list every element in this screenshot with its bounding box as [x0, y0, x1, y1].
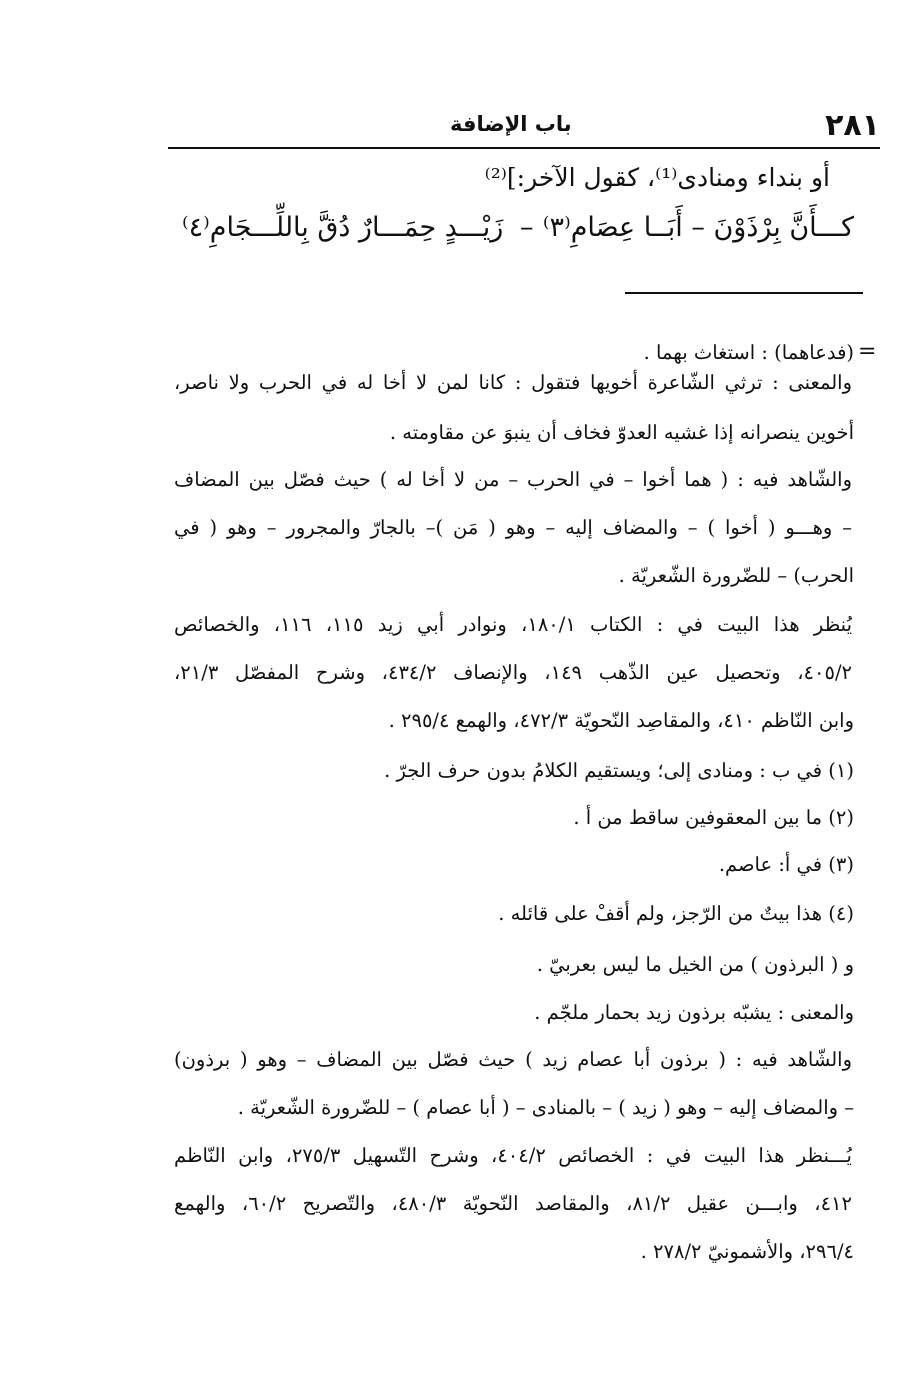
- verse-separator: –: [520, 212, 534, 243]
- footnote-line: الحرب) – للضّرورة الشّعريّة .: [618, 564, 854, 587]
- page-header: [168, 108, 880, 146]
- footnote-line: والمعنى : يشبّه برذون زيد بحمار ملجّم .: [534, 1001, 854, 1024]
- footnote-line: يُـــنظر هذا البيت في : الخصائص ٤٠٤/٢، وشرح التّسهيل ٢٧٥/٣، وابن النّاظم: [174, 1144, 852, 1167]
- footnote-line: (١) في ب : ومنادى إلى؛ ويستقيم الكلامُ بدون حرف الجرّ .: [384, 759, 854, 782]
- intro-line: أو بنداء ومنادى⁽¹⁾، كقول الآخر:]⁽²⁾: [484, 163, 830, 192]
- footnote-line: والمعنى : ترثي الشّاعرة أخويها فتقول : كانا لمن لا أخا له في الحرب ولا ناصر،: [174, 371, 852, 394]
- footnote-line: أخوين ينصرانه إذا غشيه العدوّ فخاف أن ينبوَ عن مقاومته .: [389, 421, 854, 444]
- footnote-line: والشّاهد فيه : ( هما أخوا – في الحرب – من لا أخا له ) حيث فصّل بين المضاف: [174, 468, 852, 491]
- footnote-line: ٤١٢، وابـــن عقيل ٨١/٢، والمقاصد النّحويّة ٤٨٠/٣، والتّصريح ٦٠/٢، والهمع: [174, 1192, 852, 1215]
- footnote-line: – والمضاف إليه – وهو ( زيد ) – بالمنادى – ( أبا عصام ) – للضّرورة الشّعريّة .: [237, 1096, 854, 1119]
- footnote-line: (٢) ما بين المعقوفين ساقط من أ .: [573, 806, 854, 829]
- footnote-line: (فدعاهما) : استغاث بهما .: [643, 341, 854, 364]
- page-number: ٢٨١: [825, 108, 880, 143]
- header-divider: [168, 147, 880, 149]
- footnote-line: (٤) هذا بيتٌ من الرّجز، ولم أقفْ على قائله .: [498, 902, 854, 925]
- footnote-line: والشّاهد فيه : ( برذون أبا عصام زيد ) حيث فصّل بين المضاف – وهو ( برذون): [174, 1048, 852, 1071]
- verse-second-hemistich: زَيْـــدٍ حِمَـــارٌ دُقَّ بِاللِّـــجَامِ⁽٤⁾: [182, 212, 504, 243]
- footnote-divider: [625, 292, 863, 294]
- verse-first-hemistich: كـــأَنَّ بِرْذَوْنَ – أَبَــا عِصَامِ⁽٣⁾: [542, 212, 854, 243]
- footnote-line: ٤٠٥/٢، وتحصيل عين الذّهب ١٤٩، والإنصاف ٤٣٤/٢، وشرح المفصّل ٢١/٣،: [174, 661, 852, 684]
- chapter-title: باب الإضافة: [450, 112, 572, 136]
- footnote-line: ٢٩٦/٤، والأشمونيّ ٢٧٨/٢ .: [640, 1240, 854, 1263]
- footnote-line: و ( البرذون ) من الخيل ما ليس بعربيّ .: [536, 953, 854, 976]
- footnote-line: وابن النّاظم ٤١٠، والمقاصِد النّحويّة ٤٧٢/٣، والهمع ٢٩٥/٤ .: [388, 709, 854, 732]
- footnote-line: (٣) في أ: عاصم.: [718, 853, 854, 876]
- footnote-line: يُنظر هذا البيت في : الكتاب ١٨٠/١، ونوادر أبي زيد ١١٥، ١١٦، والخصائص: [174, 613, 852, 636]
- footnote-line: – وهـــو ( أخوا ) – والمضاف إليه – وهو ( مَن )– بالجارّ والمجرور – وهو ( في: [174, 516, 852, 539]
- continuation-mark: =: [858, 339, 877, 364]
